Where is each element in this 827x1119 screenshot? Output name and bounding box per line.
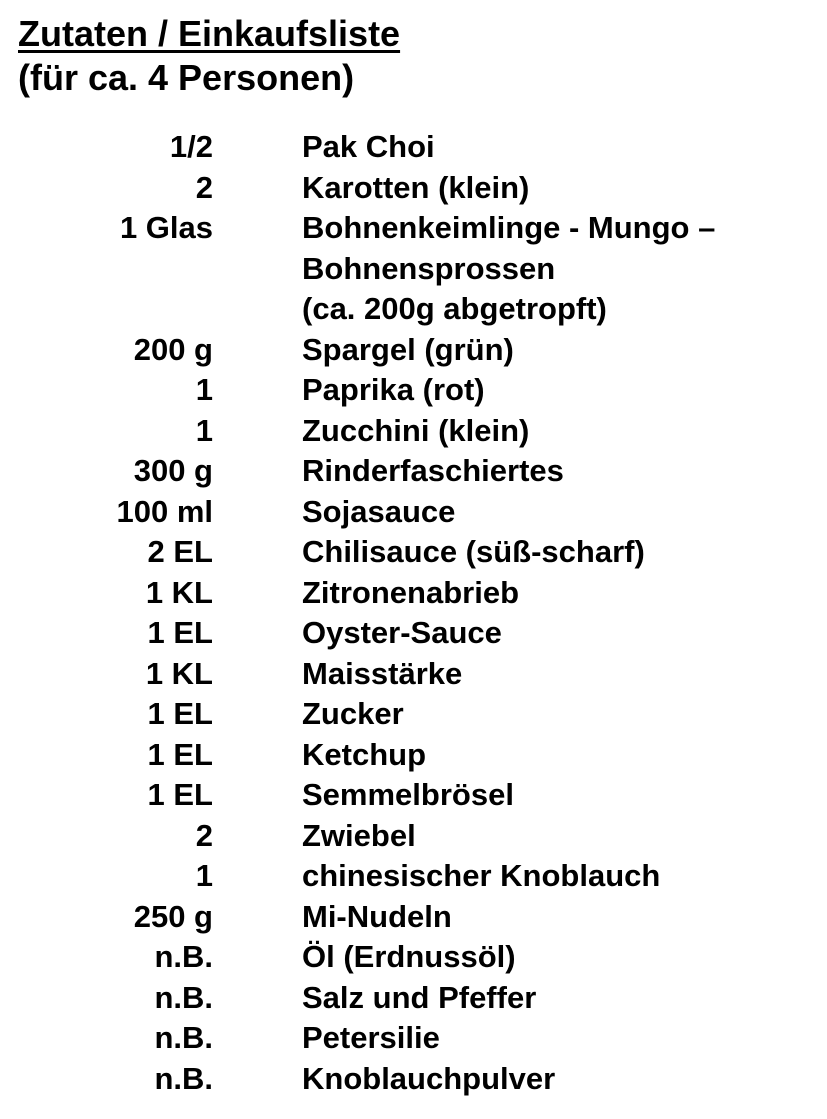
ingredient-name: Zitronenabrieb <box>302 574 520 610</box>
ingredient-row <box>0 978 827 1019</box>
ingredient-row <box>0 411 827 452</box>
ingredient-quantity: 1 <box>195 412 213 448</box>
ingredient-quantity: 1 EL <box>147 615 213 650</box>
ingredient-quantity: n.B. <box>154 1020 213 1055</box>
ingredient-row <box>0 1059 827 1100</box>
ingredient-name: Chilisauce (süß-scharf) <box>302 534 645 569</box>
ingredient-quantity: 1 <box>195 372 213 407</box>
ingredient-row <box>0 532 827 573</box>
ingredient-quantity: 250 g <box>133 898 213 934</box>
ingredient-name: (ca. 200g abgetropft) <box>302 291 607 326</box>
ingredient-row-continuation <box>0 289 827 330</box>
ingredient-row <box>0 208 827 249</box>
ingredient-row <box>0 735 827 776</box>
ingredient-name: Sojasauce <box>302 493 456 529</box>
ingredient-name: Salz und Pfeffer <box>302 979 537 1015</box>
document-header <box>18 12 400 100</box>
ingredient-quantity: 1 Glas <box>119 210 213 245</box>
ingredient-quantity: 2 EL <box>147 534 213 569</box>
ingredient-row-continuation <box>0 249 827 290</box>
ingredient-quantity: 2 <box>195 169 213 205</box>
ingredient-row <box>0 937 827 978</box>
ingredient-name: Oyster-Sauce <box>302 615 502 650</box>
ingredient-row <box>0 168 827 209</box>
ingredient-row <box>0 694 827 735</box>
ingredient-quantity: 200 g <box>133 331 213 367</box>
ingredient-name: Bohnensprossen <box>302 250 556 286</box>
ingredient-quantity: 1 KL <box>145 655 213 691</box>
ingredient-row <box>0 654 827 695</box>
ingredient-name: Petersilie <box>302 1020 440 1055</box>
ingredient-quantity: n.B. <box>154 939 213 974</box>
ingredient-name: Semmelbrösel <box>302 777 514 812</box>
ingredient-name: Spargel (grün) <box>302 331 514 367</box>
ingredient-name: Bohnenkeimlinge - Mungo – <box>302 210 716 245</box>
ingredient-row <box>0 613 827 654</box>
ingredient-quantity: n.B. <box>154 1060 213 1096</box>
ingredient-row <box>0 897 827 938</box>
ingredient-row <box>0 573 827 614</box>
page-title: Zutaten / Einkaufsliste <box>18 13 401 54</box>
ingredient-quantity: 1 <box>195 858 213 893</box>
ingredient-name: Zucchini (klein) <box>302 412 530 448</box>
ingredient-quantity: 1 EL <box>147 696 213 731</box>
page-subtitle: (für ca. 4 Personen) <box>18 57 355 98</box>
ingredient-name: Zucker <box>302 696 404 731</box>
ingredient-quantity: 300 g <box>133 453 213 488</box>
ingredient-row <box>0 127 827 168</box>
ingredient-quantity: n.B. <box>154 979 213 1015</box>
ingredient-name: Ketchup <box>302 736 426 772</box>
ingredient-quantity: 1 EL <box>147 777 213 812</box>
ingredient-name: Pak Choi <box>302 129 435 164</box>
ingredient-row <box>0 492 827 533</box>
ingredient-name: Paprika (rot) <box>302 372 485 407</box>
ingredient-row <box>0 451 827 492</box>
ingredient-row <box>0 816 827 857</box>
ingredient-row <box>0 370 827 411</box>
ingredient-name: Rinderfaschiertes <box>302 453 564 488</box>
ingredient-name: Zwiebel <box>302 817 416 853</box>
ingredient-name: Knoblauchpulver <box>302 1060 556 1096</box>
ingredient-name: Maisstärke <box>302 655 463 691</box>
ingredient-quantity: 1 KL <box>145 574 213 610</box>
ingredient-quantity: 1 EL <box>147 736 213 772</box>
ingredient-name: chinesischer Knoblauch <box>302 858 661 893</box>
ingredient-row <box>0 856 827 897</box>
ingredient-name: Karotten (klein) <box>302 169 530 205</box>
ingredient-quantity: 1/2 <box>169 129 213 164</box>
ingredient-row <box>0 330 827 371</box>
ingredient-name: Mi-Nudeln <box>302 898 452 934</box>
ingredient-quantity: 2 <box>195 817 213 853</box>
ingredient-name: Öl (Erdnussöl) <box>302 939 516 974</box>
ingredient-quantity: 100 ml <box>116 493 213 529</box>
ingredient-row <box>0 1018 827 1059</box>
ingredient-list <box>0 127 827 1099</box>
ingredient-row <box>0 775 827 816</box>
